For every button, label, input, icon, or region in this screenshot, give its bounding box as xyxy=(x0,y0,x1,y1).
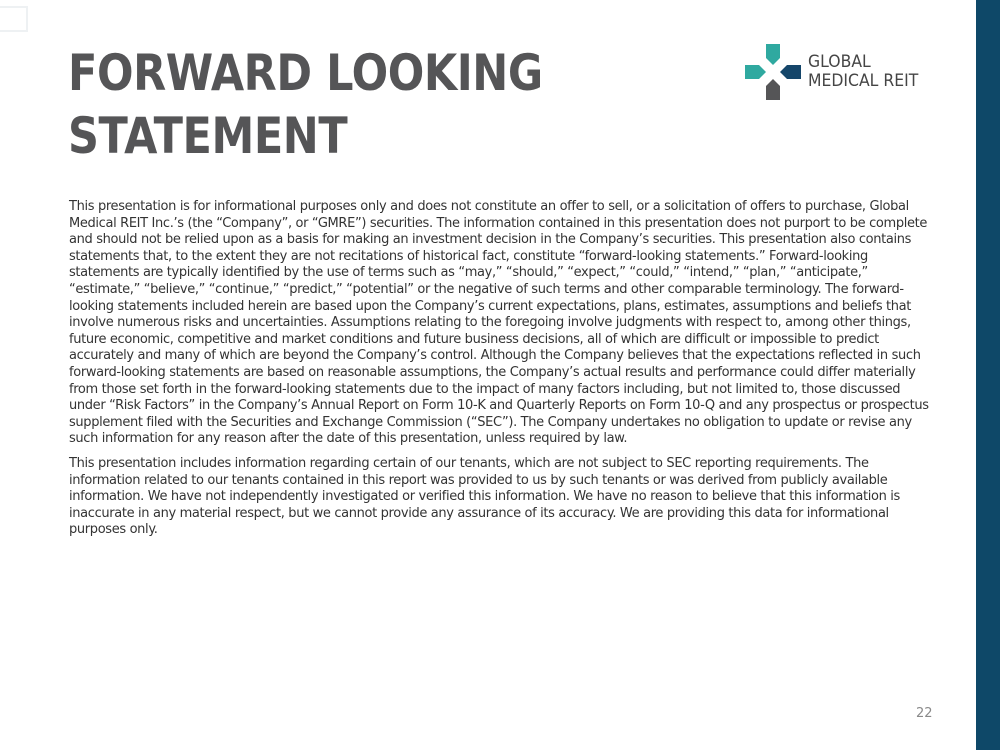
page-number: 22 xyxy=(916,706,933,721)
page-title xyxy=(68,42,543,168)
page-title-line-2: STATEMENT xyxy=(68,107,348,165)
logo-wordmark xyxy=(808,53,918,91)
logo-text-line-1: GLOBAL xyxy=(808,52,871,72)
logo-text-line-2: MEDICAL REIT xyxy=(808,71,919,91)
statement-paragraph-2: This presentation includes information regarding certain of our tenants, which are not subject to SEC reporting requirements. The information related to our tenants contained in this report was provided to us by such tenants or was derived from publicly available information. We have not independently investigated or verified this information. We have no reason to believe that this information is inaccurate in any material respect, but we cannot provide any assurance of its accuracy. We are providing this data for informational purposes only. xyxy=(69,455,900,538)
corner-decoration xyxy=(0,6,28,32)
company-logo xyxy=(745,44,928,100)
page-title-line-1: FORWARD LOOKING xyxy=(68,44,543,102)
statement-paragraph-1: This presentation is for informational purposes only and does not constitute an offer to sell, or a solicitation of offers to purchase, Global Medical REIT Inc.’s (the “Company”, or “GMRE”) securities. The information contained in this presentation does not purport to be complete and should not be relied upon as a basis for making an investment decision in the Company’s securities. This presentation also contains statements that, to the extent they are not recitations of historical fact, constitute “forward-looking statements.” Forward-looking statements are typically identified by the use of terms such as “may,” “should,” “expect,” “could,” “intend,” “plan,” “anticipate,” “estimate,” “believe,” “continue,” “predict,” “potential” or the negative of such terms and other comparable terminology. The forward-looking statements included herein are based upon the Company’s current expectations, plans, estimates, assumptions and beliefs that involve numerous risks and uncertainties. Assumptions relating to the foregoing involve judgments with respect to, among other things, future economic, competitive and market conditions and future business decisions, all of which are difficult or impossible to predict accurately and many of which are beyond the Company’s control. Although the Company believes that the expectations reflected in such forward-looking statements are based on reasonable assumptions, the Company’s actual results and performance could differ materially from those set forth in the forward-looking statements due to the impact of many factors including, but not limited to, those discussed under “Risk Factors” in the Company’s Annual Report on Form 10-K and Quarterly Reports on Form 10-Q and any prospectus or prospectus supplement filed with the Securities and Exchange Commission (“SEC”). The Company undertakes no obligation to update or revise any such information for any reason after the date of this presentation, unless required by law. xyxy=(69,199,929,447)
statement-body xyxy=(69,199,934,547)
cross-arrows-logo-icon xyxy=(745,44,801,100)
right-accent-bar xyxy=(976,0,1000,750)
